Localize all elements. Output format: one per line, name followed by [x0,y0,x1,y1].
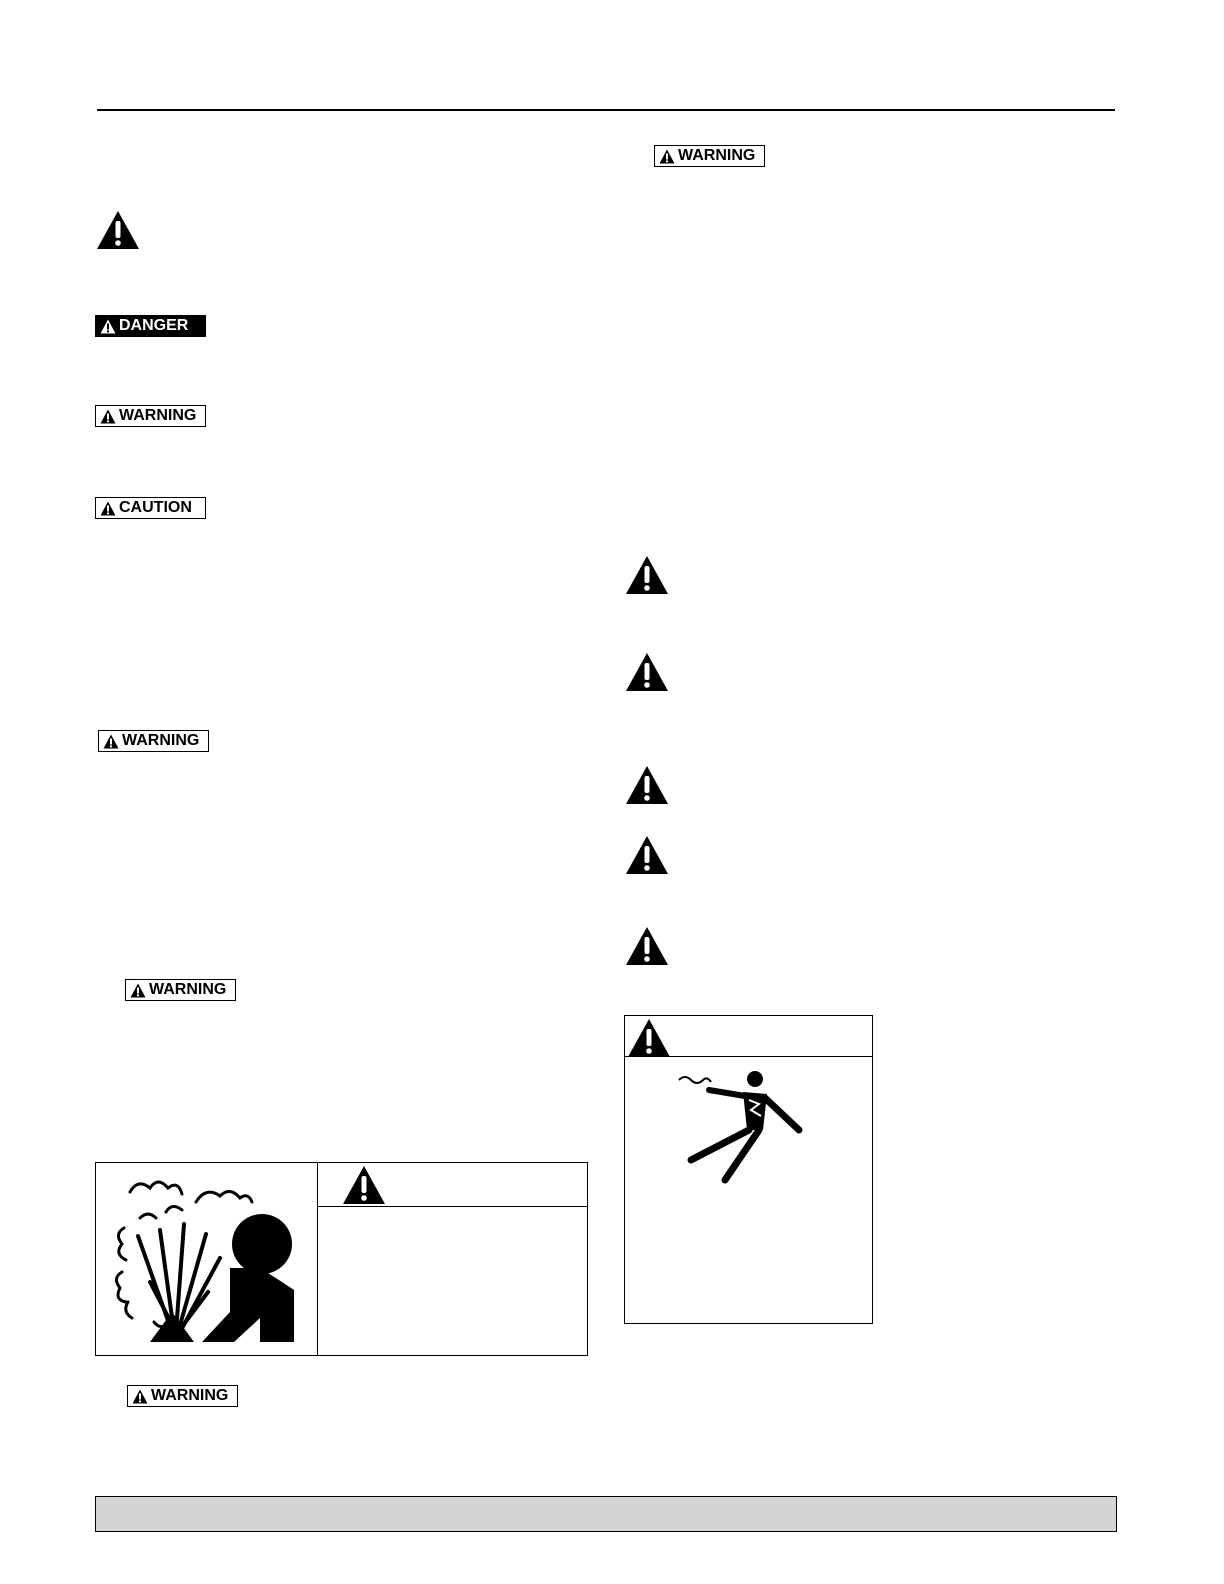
hazard-triangle-icon [100,501,116,516]
warning-signal-label [125,979,236,1001]
hazard-triangle-icon [627,1018,671,1058]
hazard-triangle-icon [625,835,669,875]
danger-label-text: DANGER [119,317,189,334]
warning-label-text: WARNING [119,407,197,424]
explosion-hazard-icon [110,1172,306,1348]
danger-signal-label [95,315,206,337]
hazard-triangle-icon [625,765,669,805]
hazard-triangle-icon [625,926,669,966]
panel-divider [317,1206,588,1207]
warning-label-text: WARNING [149,981,227,998]
header-rule [97,109,1115,111]
hazard-triangle-icon [130,983,146,998]
hazard-triangle-icon [342,1165,386,1205]
warning-label-text: WARNING [151,1387,229,1404]
warning-signal-label [654,145,765,167]
warning-signal-label [95,405,206,427]
warning-label-text: WARNING [122,732,200,749]
caution-signal-label [95,497,206,519]
hazard-triangle-icon [659,149,675,164]
hazard-triangle-icon [100,319,116,334]
caution-label-text: CAUTION [119,499,192,516]
panel-divider [317,1162,318,1356]
hazard-triangle-icon [100,409,116,424]
electric-shock-icon [675,1068,810,1188]
warning-signal-label [127,1385,238,1407]
hazard-triangle-icon [103,734,119,749]
warning-label-text: WARNING [678,147,756,164]
safety-alert-symbol-icon [96,210,140,250]
hazard-triangle-icon [625,555,669,595]
hazard-triangle-icon [132,1389,148,1404]
hazard-triangle-icon [625,652,669,692]
warning-signal-label [98,730,209,752]
footer-bar [95,1496,1117,1532]
